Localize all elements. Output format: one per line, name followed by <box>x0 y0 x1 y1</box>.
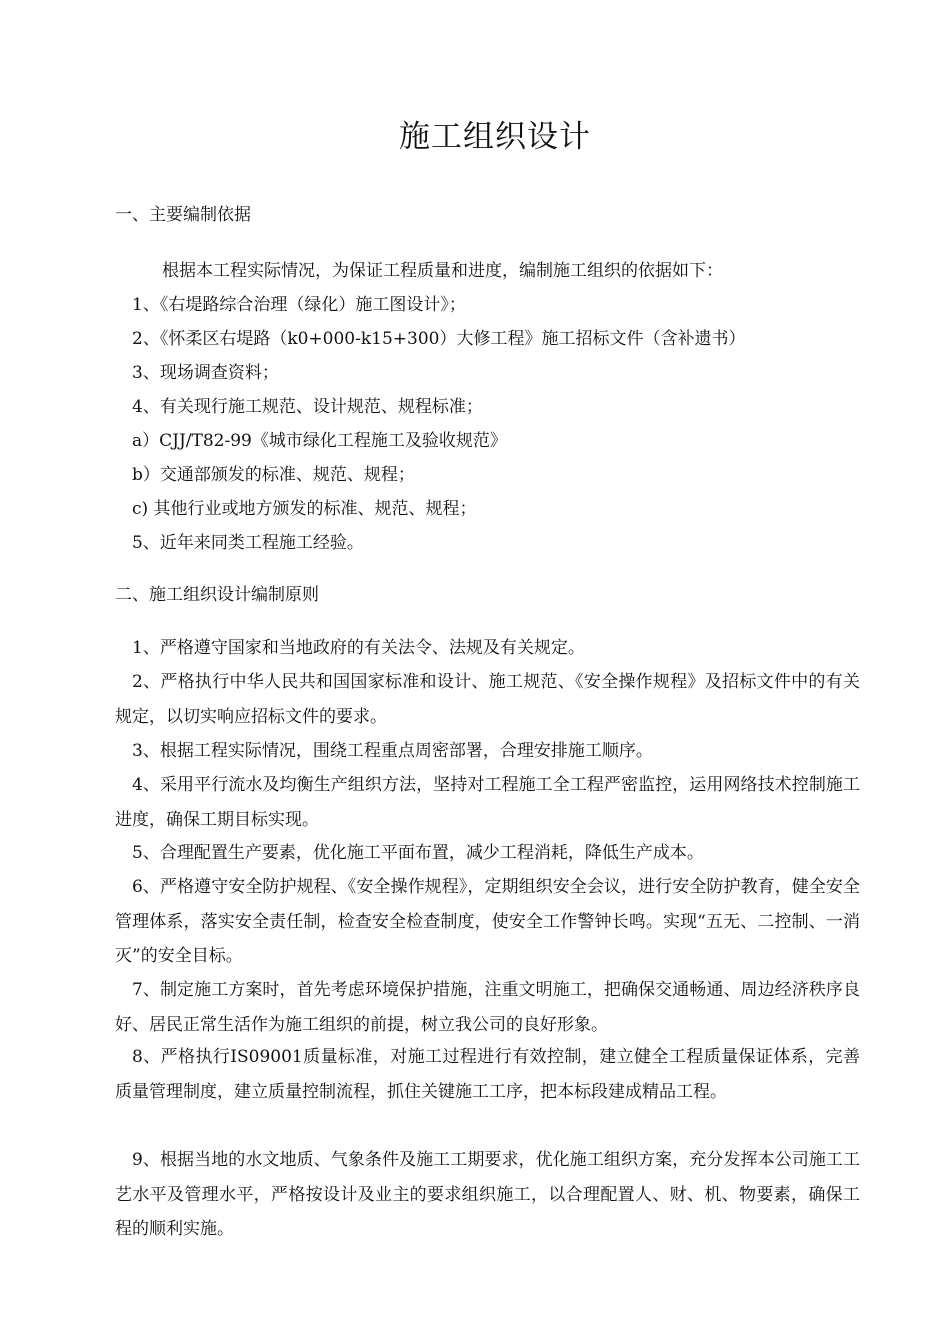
basis-item-3: 3、现场调查资料； <box>132 363 279 383</box>
basis-subitem-b: b）交通部颁发的标准、规范、规程； <box>132 465 415 485</box>
basis-subitem-a: a）CJJ/T82-99《城市绿化工程施工及验收规范》 <box>132 431 507 451</box>
principle-3: 3、根据工程实际情况，围绕工程重点周密部署，合理安排施工顺序。 <box>132 741 653 761</box>
basis-item-4: 4、有关现行施工规范、设计规范、规程标准； <box>132 397 483 417</box>
basis-subitem-c: c) 其他行业或地方颁发的标准、规范、规程； <box>132 499 477 519</box>
section-1-intro: 根据本工程实际情况，为保证工程质量和进度，编制施工组织的依据如下： <box>162 261 723 281</box>
basis-item-5: 5、近年来同类工程施工经验。 <box>132 533 364 553</box>
principle-9: 9、根据当地的水文地质、气象条件及施工工期要求，优化施工组织方案，充分发挥本公司施工工艺水平及管理水平，严格按设计及业主的要求组织施工，以合理配置人、财、机、物要素，确保工程的顺利实施。 <box>115 1150 860 1239</box>
principle-1: 1、严格遵守国家和当地政府的有关法令、法规及有关规定。 <box>132 638 585 658</box>
principle-2: 2、严格执行中华人民共和国国家标准和设计、施工规范、《安全操作规程》及招标文件中的有关规定，以切实响应招标文件的要求。 <box>115 672 860 727</box>
basis-item-2: 2、《怀柔区右堤路（k0+000-k15+300）大修工程》施工招标文件（含补遗书） <box>132 329 746 349</box>
principle-8: 8、严格执行IS09001质量标准，对施工过程进行有效控制，建立健全工程质量保证体系，完善质量管理制度，建立质量控制流程，抓住关键施工工序，把本标段建成精品工程。 <box>115 1047 860 1102</box>
principle-5: 5、合理配置生产要素，优化施工平面布置，减少工程消耗，降低生产成本。 <box>132 843 704 863</box>
principle-6: 6、严格遵守安全防护规程、《安全操作规程》，定期组织安全会议，进行安全防护教育，健全安全管理体系，落实安全责任制，检查安全检查制度，使安全工作警钟长鸣。实现“五无、二控制、一消灭”的安全目标。 <box>115 877 860 966</box>
basis-item-1: 1、《右堤路综合治理（绿化）施工图设计》； <box>132 295 466 315</box>
document-title: 施工组织设计 <box>399 119 591 155</box>
principle-7: 7、制定施工方案时，首先考虑环境保护措施，注重文明施工，把确保交通畅通、周边经济秩序良好、居民正常生活作为施工组织的前提，树立我公司的良好形象。 <box>115 980 860 1035</box>
principle-4: 4、采用平行流水及均衡生产组织方法，坚持对工程施工全工程严密监控，运用网络技术控制施工进度，确保工期目标实现。 <box>115 775 860 830</box>
section-1-heading: 一、主要编制依据 <box>115 205 251 225</box>
section-2-heading: 二、施工组织设计编制原则 <box>115 585 319 605</box>
